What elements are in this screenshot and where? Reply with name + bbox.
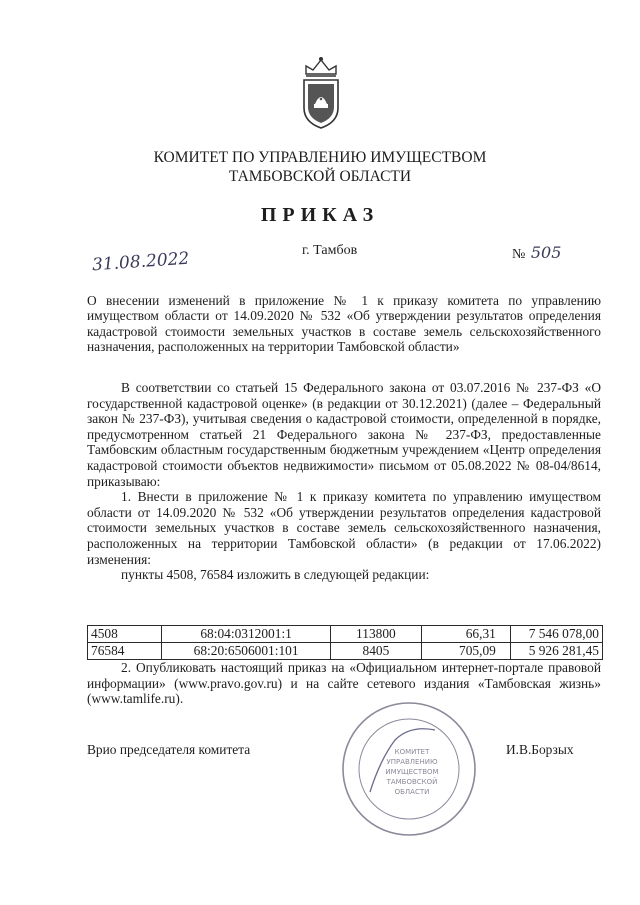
table-row	[88, 643, 603, 660]
cadastral-table	[87, 625, 603, 660]
table-cell: 68:04:0312001:1	[162, 626, 331, 643]
table-cell: 68:20:6506001:101	[162, 643, 331, 660]
table-cell: 705,09	[421, 643, 510, 660]
item-2-paragraph: 2. Опубликовать настоящий приказ на «Официальном интернет-портале правовой информации» (www.pravo.gov.ru) и на сайте сетевого издания «Тамбовская жизнь» (www.tamlife.ru).	[87, 660, 601, 707]
order-body	[87, 380, 601, 583]
svg-text:ТАМБОВСКОЙ: ТАМБОВСКОЙ	[386, 778, 438, 786]
svg-text:УПРАВЛЕНИЮ: УПРАВЛЕНИЮ	[386, 758, 438, 766]
points-intro: пункты 4508, 76584 изложить в следующей редакции:	[121, 567, 430, 583]
table-cell: 4508	[88, 626, 162, 643]
table-cell: 113800	[331, 626, 422, 643]
order-number	[512, 243, 561, 263]
committee-line-2: ТАМБОВСКОЙ ОБЛАСТИ	[228, 168, 412, 185]
svg-text:ИМУЩЕСТВОМ: ИМУЩЕСТВОМ	[385, 768, 439, 776]
city-label: г. Тамбов	[302, 243, 358, 258]
handwritten-number: 505	[530, 243, 562, 262]
order-subject: О внесении изменений в приложение № 1 к приказу комитета по управлению имуществом области от 14.09.2020 № 532 «Об утверждении результатов определения кадастровой стоимости земельных участков в составе земель сельскохозяйственного назначения, расположенных на территории Тамбовской области»	[87, 293, 601, 354]
item-1-paragraph: 1. Внести в приложение № 1 к приказу комитета по управлению имуществом области от 14.09.2020 № 532 «Об утверждении результатов определения кадастровой стоимости земельных участков в составе земель сельскохозяйственного назначения, расположенных на территории Тамбовской области» (в редакции от 17.06.2022) изменения:	[87, 489, 601, 567]
table-cell: 76584	[88, 643, 162, 660]
table-cell: 8405	[331, 643, 422, 660]
document-type-title: ПРИКАЗ	[260, 204, 380, 226]
signer-title: Врио председателя комитета	[87, 742, 251, 757]
svg-text:КОМИТЕТ: КОМИТЕТ	[394, 748, 430, 756]
table-row	[88, 626, 603, 643]
svg-text:ОБЛАСТИ: ОБЛАСТИ	[394, 788, 430, 796]
handwritten-date: 31.08.2022	[91, 248, 190, 276]
committee-name	[0, 148, 640, 186]
signer-name: И.В.Борзых	[506, 742, 574, 757]
table-cell: 66,31	[421, 626, 510, 643]
table-cell: 7 546 078,00	[510, 626, 602, 643]
coat-of-arms-emblem	[296, 52, 346, 132]
number-prefix: №	[512, 247, 526, 262]
table-cell: 5 926 281,45	[510, 643, 602, 660]
committee-line-1: КОМИТЕТ ПО УПРАВЛЕНИЮ ИМУЩЕСТВОМ	[153, 149, 487, 166]
preamble-paragraph: В соответствии со статьей 15 Федерального закона от 03.07.2016 № 237-ФЗ «О государственной кадастровой оценке» (в редакции от 30.12.2021) (далее – Федеральный закон № 237-ФЗ), учитывая сведения о кадастровой стоимости, определенной в порядке, предусмотренном статьей 21 Федерального закона № 237-ФЗ, предоставленные Тамбовским областным государственным бюджетным учреждением «Центр определения кадастровой стоимости объектов недвижимости» письмом от 05.08.2022 № 08-04/8614, приказываю:	[87, 380, 601, 489]
official-stamp	[340, 700, 478, 838]
